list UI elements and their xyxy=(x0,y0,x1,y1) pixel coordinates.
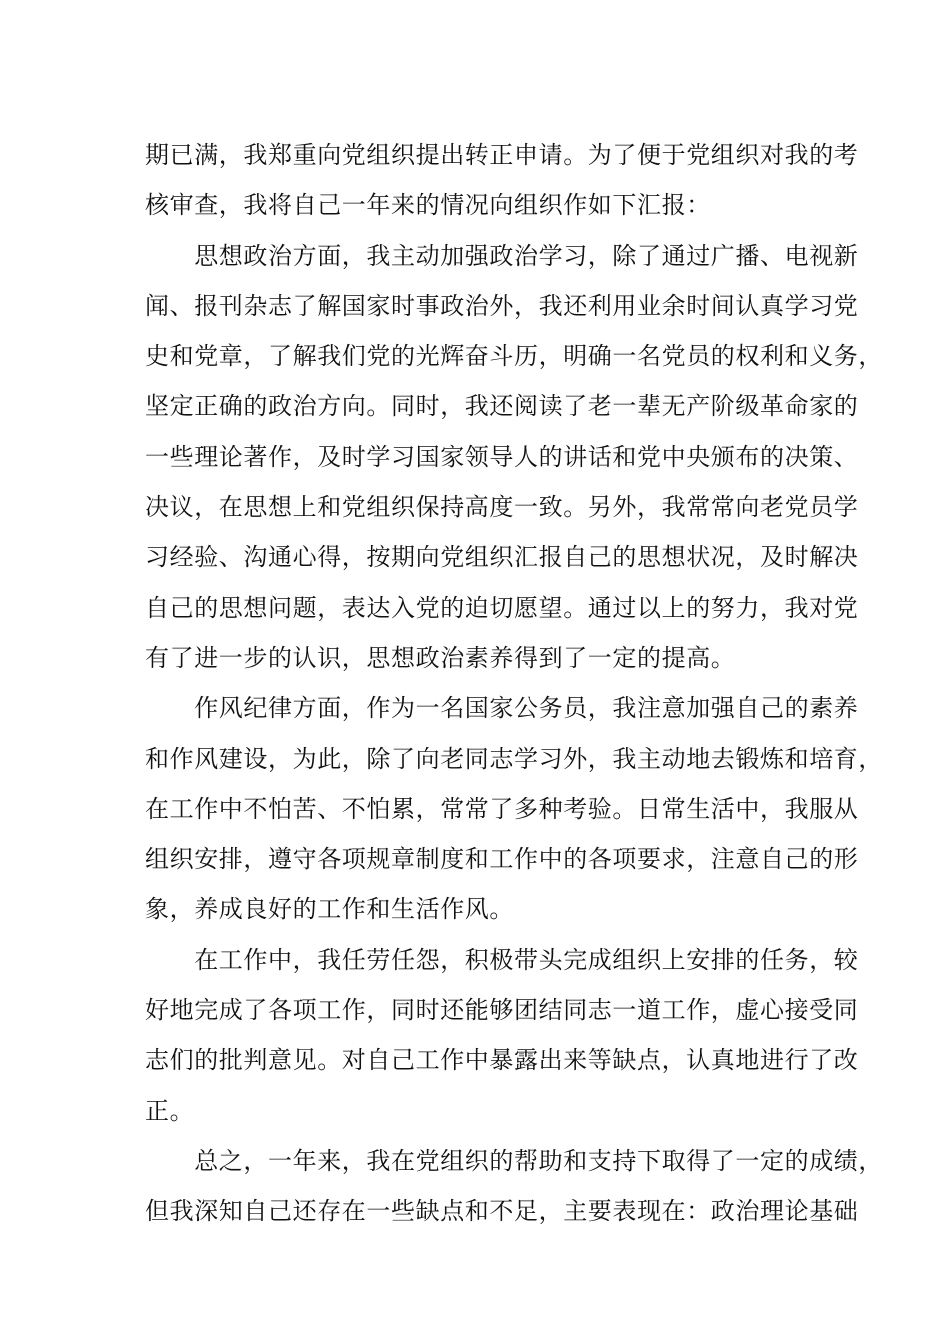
text-line: 史和党章，了解我们党的光辉奋斗历，明确一名党员的权利和义务， xyxy=(145,342,883,371)
text-line: 自己的思想问题，表达入党的迫切愿望。通过以上的努力，我对党 xyxy=(145,593,859,622)
text-line: 坚定正确的政治方向。同时，我还阅读了老一辈无产阶级革命家的 xyxy=(145,392,859,421)
text-line: 思想政治方面，我主动加强政治学习，除了通过广播、电视新 xyxy=(145,241,859,270)
text-line: 习经验、沟通心得，按期向党组织汇报自己的思想状况，及时解决 xyxy=(145,543,859,572)
text-line: 志们的批判意见。对自己工作中暴露出来等缺点，认真地进行了改 xyxy=(145,1046,859,1075)
text-line: 但我深知自己还存在一些缺点和不足，主要表现在：政治理论基础 xyxy=(145,1197,859,1226)
text-line: 一些理论著作，及时学习国家领导人的讲话和党中央颁布的决策、 xyxy=(145,442,859,471)
text-line: 组织安排，遵守各项规章制度和工作中的各项要求，注意自己的形 xyxy=(145,845,859,874)
text-line: 在工作中，我任劳任怨，积极带头完成组织上安排的任务，较 xyxy=(145,945,859,974)
text-line: 作风纪律方面，作为一名国家公务员，我注意加强自己的素养 xyxy=(145,694,859,723)
text-line: 总之，一年来，我在党组织的帮助和支持下取得了一定的成绩， xyxy=(145,1146,883,1175)
text-line: 好地完成了各项工作，同时还能够团结同志一道工作，虚心接受同 xyxy=(145,996,859,1025)
text-line: 象，养成良好的工作和生活作风。 xyxy=(145,895,514,924)
text-line: 期已满，我郑重向党组织提出转正申请。为了便于党组织对我的考 xyxy=(145,141,859,169)
text-line: 和作风建设，为此，除了向老同志学习外，我主动地去锻炼和培育， xyxy=(145,744,883,773)
text-line: 正。 xyxy=(145,1096,195,1125)
document-body xyxy=(145,130,883,1237)
text-line: 在工作中不怕苦、不怕累，常常了多种考验。日常生活中，我服从 xyxy=(145,794,859,823)
text-line: 闻、报刊杂志了解国家时事政治外，我还利用业余时间认真学习党 xyxy=(145,291,859,320)
text-line: 决议，在思想上和党组织保持高度一致。另外，我常常向老党员学 xyxy=(145,493,859,522)
text-line: 有了进一步的认识，思想政治素养得到了一定的提高。 xyxy=(145,643,736,672)
text-line: 核审查，我将自己一年来的情况向组织作如下汇报： xyxy=(145,191,711,220)
